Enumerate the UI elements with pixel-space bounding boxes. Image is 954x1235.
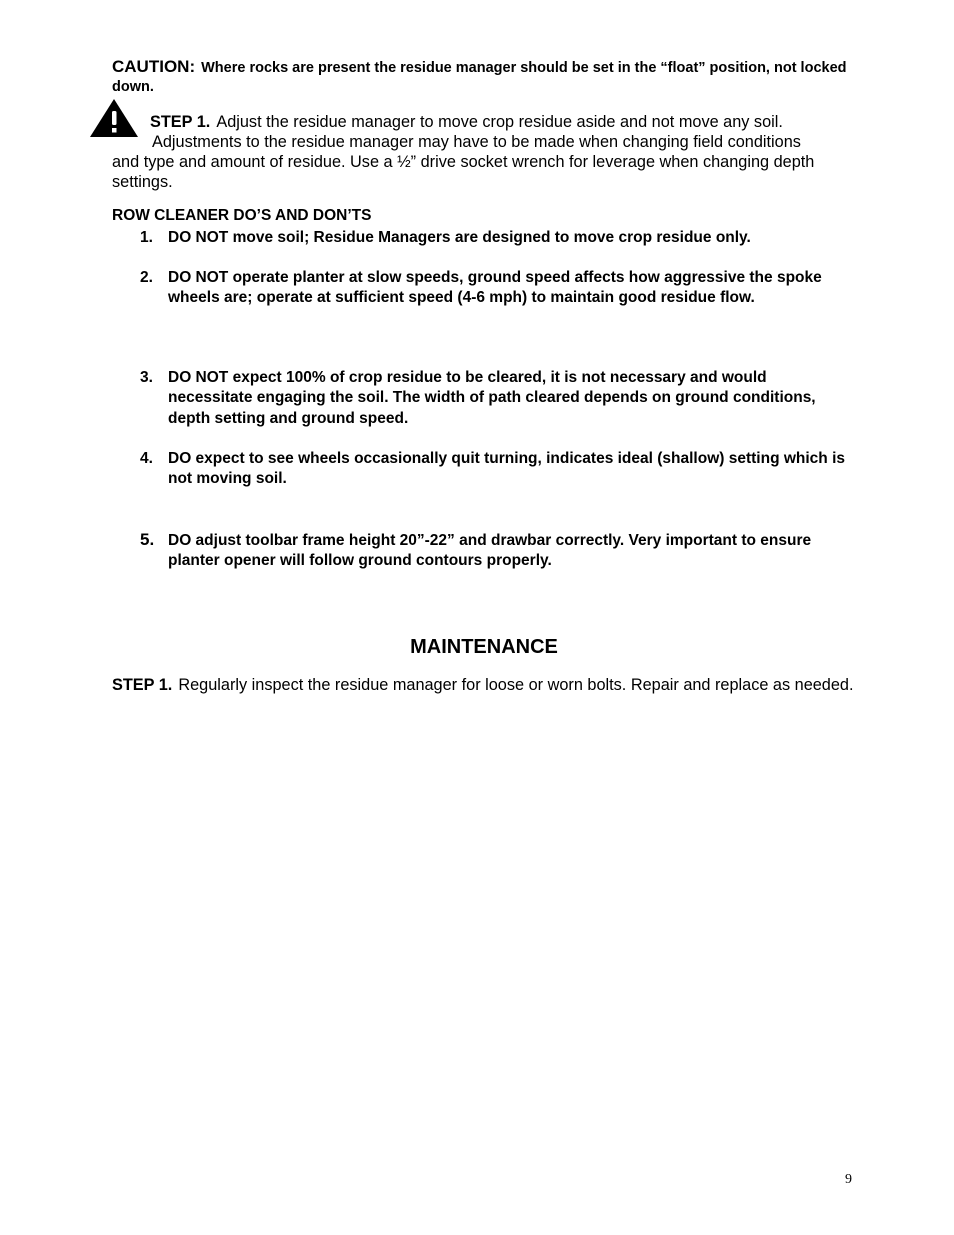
list-item-number: 1. <box>140 229 153 246</box>
list-item <box>140 268 855 309</box>
step-1-label: STEP 1. <box>150 113 211 131</box>
maintenance-step-text: Regularly inspect the residue manager for loose or worn bolts. Repair and replace as needed. <box>178 676 854 694</box>
list-item-text: DO NOT operate planter at slow speeds, ground speed affects how aggressive the spoke wheels are; operate at sufficient speed (4-6 mph) to maintain good residue flow. <box>168 269 822 307</box>
list-item-text: DO NOT expect 100% of crop residue to be cleared, it is not necessary and would necessitate engaging the soil. The width of path cleared depends on ground conditions, depth setting and ground speed. <box>168 369 816 427</box>
list-item-text: DO expect to see wheels occasionally quit turning, indicates ideal (shallow) setting which is not moving soil. <box>168 450 845 488</box>
caution-text: Where rocks are present the residue manager should be set in the “float” position, not locked down. <box>112 60 847 95</box>
maintenance-heading: MAINTENANCE <box>410 636 558 658</box>
list-item <box>140 368 855 429</box>
maintenance-step-label: STEP 1. <box>112 676 173 694</box>
caution-note <box>112 57 862 97</box>
step-1-line-1: Adjust the residue manager to move crop residue aside and not move any soil. <box>216 113 783 131</box>
step-1-paragraph <box>112 112 852 192</box>
page-number: 9 <box>845 1172 852 1187</box>
list-item-number: 2. <box>140 269 153 286</box>
list-item-text: DO NOT move soil; Residue Managers are designed to move crop residue only. <box>168 229 751 246</box>
list-item <box>140 531 855 572</box>
list-item-text: DO adjust toolbar frame height 20”-22” and drawbar correctly. Very important to ensure planter opener will follow ground contours properly. <box>168 532 812 570</box>
step-1-line-3: and type and amount of residue. Use a ½” drive socket wrench for leverage when changing depth settings. <box>112 153 815 191</box>
step-1-line-2: Adjustments to the residue manager may have to be made when changing field conditions <box>152 133 801 151</box>
list-item <box>140 449 855 490</box>
list-item <box>140 228 855 248</box>
list-item-number: 3. <box>140 369 153 386</box>
row-cleaner-heading: ROW CLEANER DO’S AND DON’TS <box>112 207 372 224</box>
list-item-number: 4. <box>140 450 153 467</box>
caution-label: CAUTION: <box>112 57 196 76</box>
list-item-number: 5. <box>140 530 155 549</box>
maintenance-step-paragraph <box>112 675 857 695</box>
